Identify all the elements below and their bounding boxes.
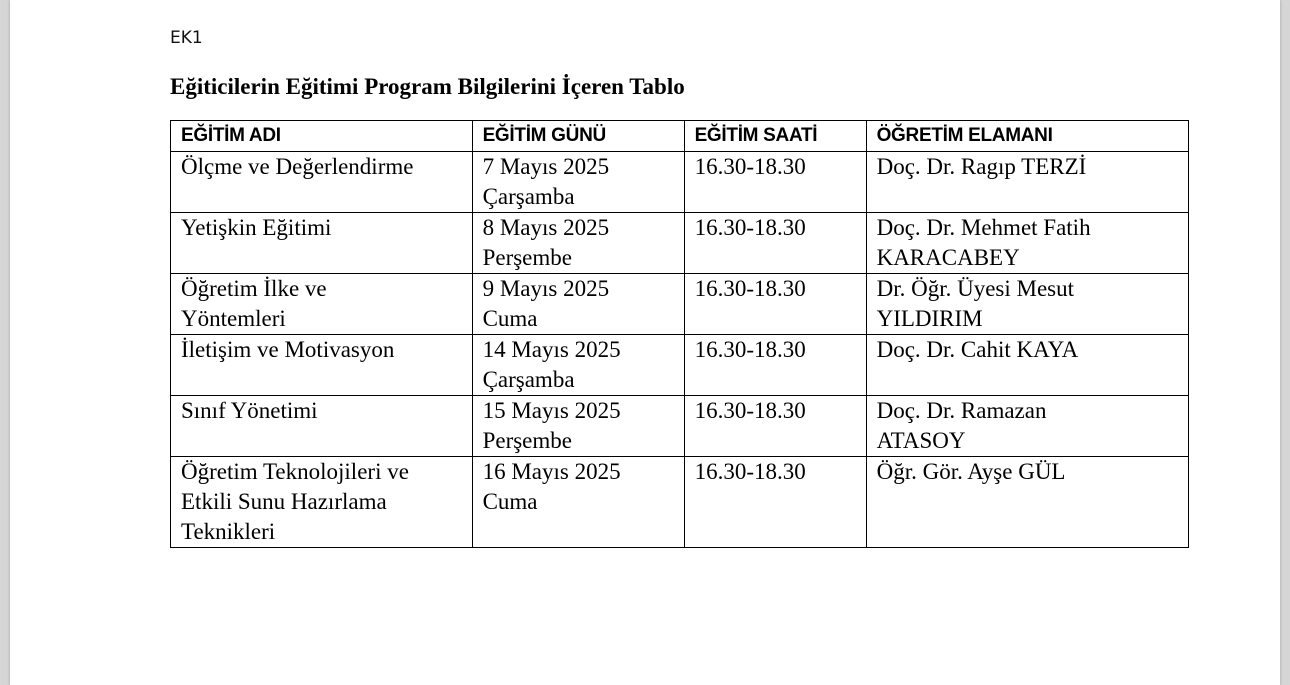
cell-training-name [171, 396, 473, 457]
cell-training-day [472, 152, 684, 213]
cell-weekday: Cuma [482, 306, 538, 331]
cell-weekday: Perşembe [482, 428, 572, 453]
cell-training-name [171, 274, 473, 335]
cell-training-time: 16.30-18.30 [684, 274, 866, 335]
cell-training-name [171, 335, 473, 396]
header-training-time: EĞİTİM SAATİ [684, 121, 866, 152]
cell-text: Öğretim İlke ve [181, 276, 327, 301]
cell-date: 14 Mayıs 2025 [482, 337, 621, 362]
cell-training-time: 16.30-18.30 [684, 213, 866, 274]
cell-text: Dr. Öğr. Üyesi Mesut [876, 276, 1074, 301]
cell-training-day [472, 213, 684, 274]
table-row [171, 213, 1189, 274]
program-table [170, 120, 1189, 548]
cell-instructor [866, 213, 1188, 274]
cell-date: 8 Mayıs 2025 [482, 215, 610, 240]
cell-text: Doç. Dr. Ramazan [876, 398, 1047, 423]
cell-training-time: 16.30-18.30 [684, 152, 866, 213]
cell-training-name [171, 213, 473, 274]
cell-weekday: Çarşamba [482, 367, 575, 392]
cell-text: Öğr. Gör. Ayşe GÜL [876, 459, 1066, 484]
cell-training-name [171, 152, 473, 213]
cell-date: 7 Mayıs 2025 [482, 154, 610, 179]
annex-label: EK1 [170, 28, 203, 48]
cell-training-day [472, 396, 684, 457]
table-row [171, 396, 1189, 457]
cell-text: Doç. Dr. Ragıp TERZİ [876, 154, 1087, 179]
cell-weekday: Perşembe [482, 245, 572, 270]
cell-date: 15 Mayıs 2025 [482, 398, 621, 423]
cell-instructor [866, 335, 1188, 396]
cell-text: Ölçme ve Değerlendirme [181, 154, 414, 179]
cell-text: YILDIRIM [876, 306, 983, 331]
table-row [171, 457, 1189, 548]
cell-instructor [866, 152, 1188, 213]
document-title: Eğiticilerin Eğitimi Program Bilgilerini İçeren Tablo [170, 74, 685, 99]
cell-instructor [866, 457, 1188, 548]
header-training-name: EĞİTİM ADI [171, 121, 473, 152]
cell-text: Doç. Dr. Mehmet Fatih [876, 215, 1091, 240]
header-training-day: EĞİTİM GÜNÜ [472, 121, 684, 152]
cell-training-day [472, 274, 684, 335]
table-row [171, 335, 1189, 396]
cell-date: 9 Mayıs 2025 [482, 276, 610, 301]
cell-date: 16 Mayıs 2025 [482, 459, 621, 484]
cell-text: Sınıf Yönetimi [181, 398, 318, 423]
cell-instructor [866, 274, 1188, 335]
document-page [10, 0, 1280, 685]
cell-training-time: 16.30-18.30 [684, 457, 866, 548]
cell-text: İletişim ve Motivasyon [181, 337, 395, 362]
cell-text: Yetişkin Eğitimi [181, 215, 332, 240]
cell-weekday: Çarşamba [482, 184, 575, 209]
cell-text: Teknikleri [181, 519, 276, 544]
cell-training-day [472, 335, 684, 396]
cell-text: ATASOY [876, 428, 966, 453]
cell-instructor [866, 396, 1188, 457]
cell-text: Yöntemleri [181, 306, 286, 331]
table-header-row [171, 121, 1189, 152]
table-row [171, 274, 1189, 335]
cell-training-day [472, 457, 684, 548]
header-instructor: ÖĞRETİM ELAMANI [866, 121, 1188, 152]
cell-text: Doç. Dr. Cahit KAYA [876, 337, 1079, 362]
cell-text: Öğretim Teknolojileri ve [181, 459, 409, 484]
cell-weekday: Cuma [482, 489, 538, 514]
table-row [171, 152, 1189, 213]
cell-training-time: 16.30-18.30 [684, 396, 866, 457]
cell-training-name [171, 457, 473, 548]
cell-text: KARACABEY [876, 245, 1020, 270]
cell-training-time: 16.30-18.30 [684, 335, 866, 396]
cell-text: Etkili Sunu Hazırlama [181, 489, 387, 514]
